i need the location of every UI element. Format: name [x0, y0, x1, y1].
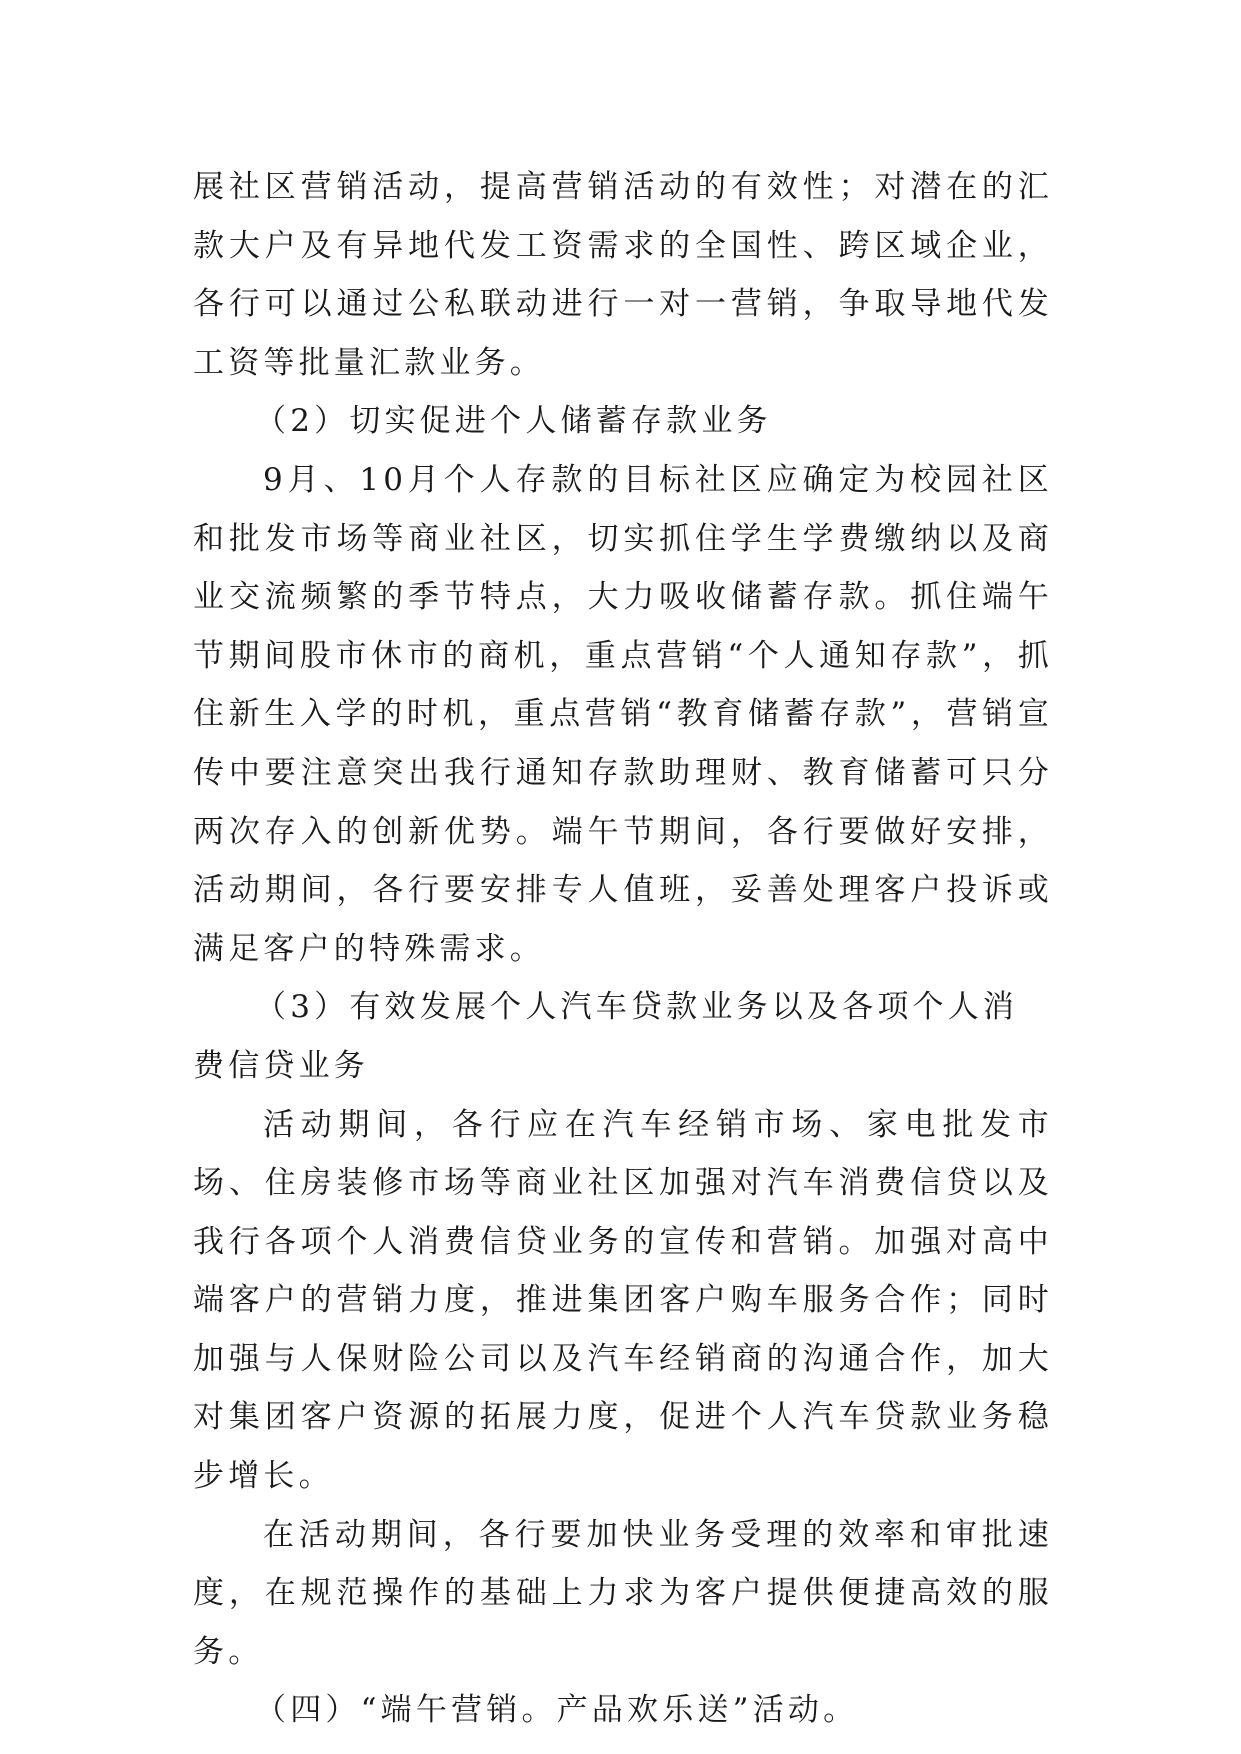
document-body [193, 158, 1053, 1740]
paragraph-auto-loans: 活动期间，各行应在汽车经销市场、家电批发市场、住房装修市场等商业社区加强对汽车消费信贷以及我行各项个人消费信贷业务的宣传和营销。加强对高中端客户的营销力度，推进集团客户购车服务合作；同时加强与人保财险公司以及汽车经销商的沟通合作，加大对集团客户资源的拓展力度，促进个人汽车贷款业务稳步增长。 [193, 1106, 1053, 1495]
paragraph-processing-efficiency: 在活动期间，各行要加快业务受理的效率和审批速度，在规范操作的基础上力求为客户提供便捷高效的服务。 [193, 1516, 1053, 1670]
heading-auto-loans: （3）有效发展个人汽车贷款业务以及各项个人消费信贷业务 [193, 989, 1019, 1084]
paragraph-savings-deposits: 9月、10月个人存款的目标社区应确定为校园社区和批发市场等商业社区，切实抓住学生学费缴纳以及商业交流频繁的季节特点，大力吸收储蓄存款。抓住端午节期间股市休市的商机，重点营销“个人通知存款”，抓住新生入学的时机，重点营销“教育储蓄存款”，营销宣传中要注意突出我行通知存款助理财、教育储蓄可只分两次存入的创新优势。端午节期间，各行要做好安排，活动期间，各行要安排专人值班，妥善处理客户投诉或满足客户的特殊需求。 [193, 461, 1053, 967]
paragraph-community-marketing: 展社区营销活动，提高营销活动的有效性；对潜在的汇款大户及有异地代发工资需求的全国性、跨区域企业，各行可以通过公私联动进行一对一营销，争取导地代发工资等批量汇款业务。 [193, 169, 1053, 381]
heading-dragon-boat-campaign: （四）“端午营销。产品欢乐送”活动。 [255, 1692, 859, 1729]
heading-savings-deposits: （2）切实促进个人储蓄存款业务 [255, 403, 772, 440]
